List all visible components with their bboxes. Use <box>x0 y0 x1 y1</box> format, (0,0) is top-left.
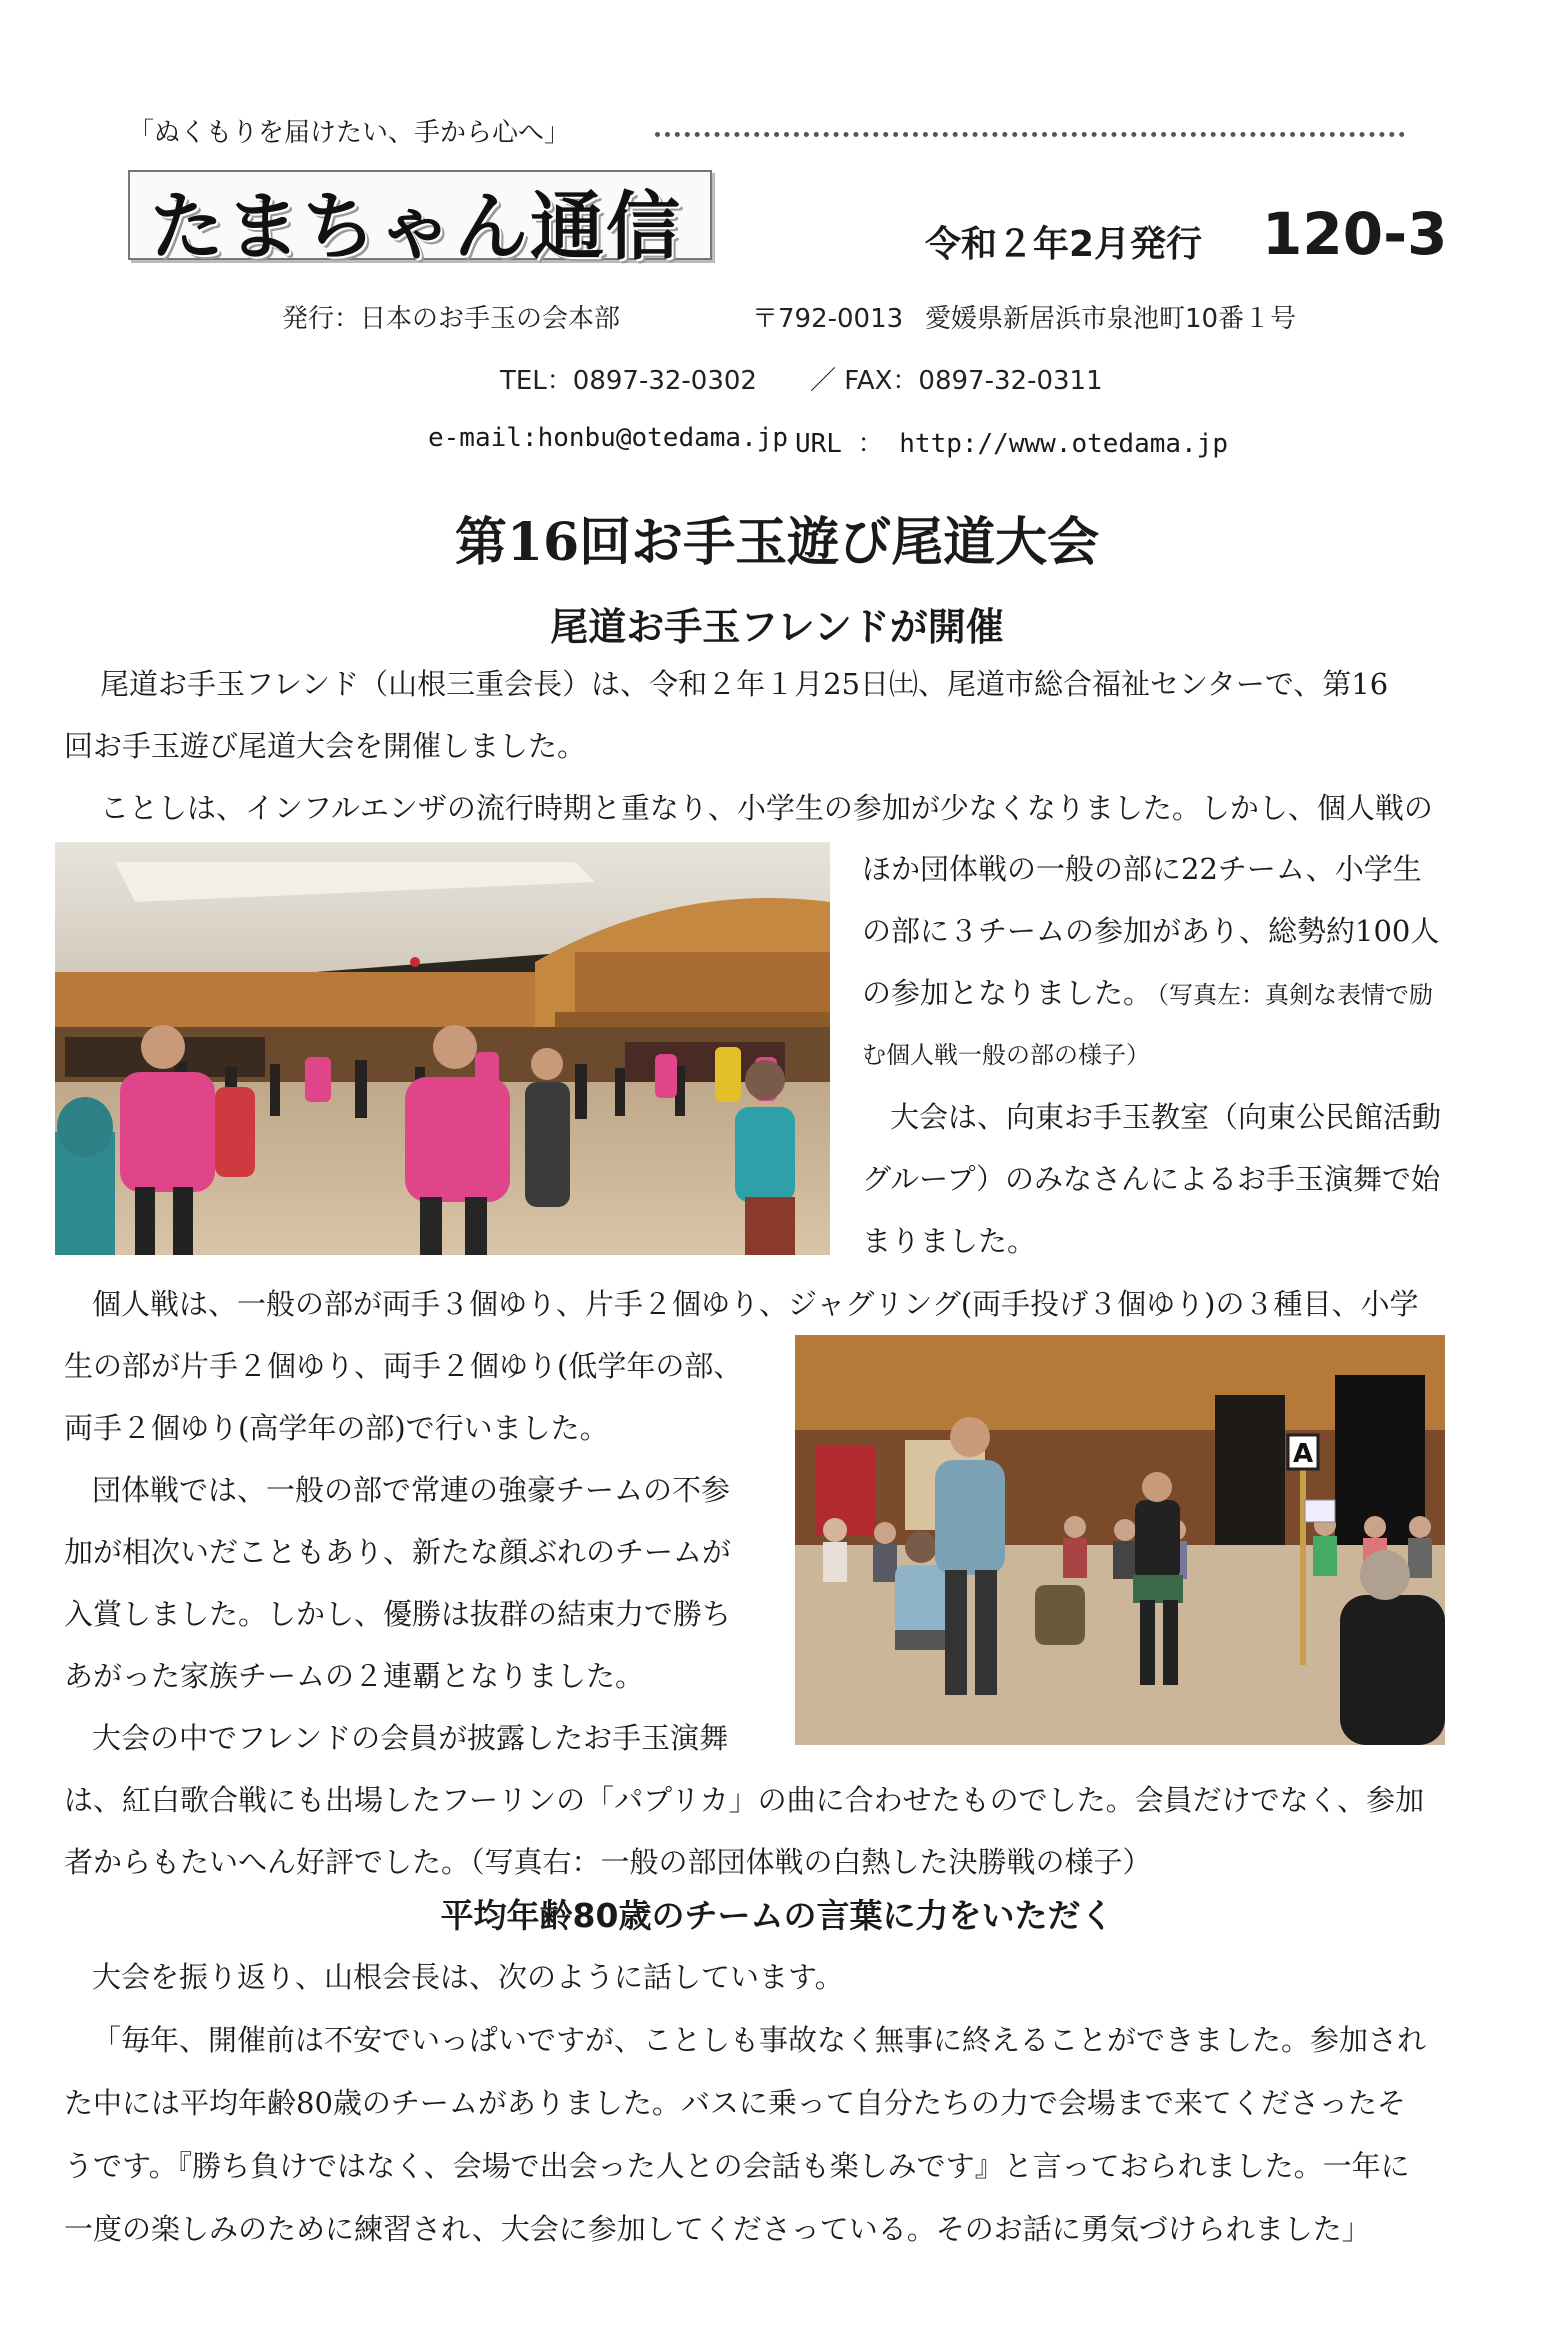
article-subtitle: 尾道お手玉フレンドが開催 <box>550 604 1004 649</box>
body-line: の部に３チームの参加があり、総勢約100人 <box>862 914 1440 948</box>
issue-date: 令和２年2月発行 <box>925 224 1203 265</box>
postal-code: 〒792-0013 <box>752 304 904 334</box>
section-heading: 平均年齢80歳のチームの言葉に力をいただく <box>440 1896 1114 1935</box>
body-line: 加が相次いだこともあり、新たな顔ぶれのチームが <box>64 1535 732 1569</box>
telephone: TEL：0897-32-0302 <box>500 366 757 396</box>
body-line: 大会は、向東お手玉教室（向東公民館活動 <box>890 1100 1442 1134</box>
newsletter-title: たまちゃん通信 <box>150 184 682 270</box>
issue-number: 120-3 <box>1262 200 1448 268</box>
dotted-rule <box>655 132 1405 137</box>
address: 愛媛県新居浜市泉池町10番１号 <box>925 304 1297 334</box>
body-line: ほか団体戦の一般の部に22チーム、小学生 <box>862 852 1422 886</box>
body-line: 「毎年、開催前は不安でいっぱいですが、ことしも事故なく無事に終えることができました。参加され <box>92 2023 1427 2057</box>
body-line: の参加となりました。 <box>862 976 1153 1010</box>
body-line: 者からもたいへん好評でした。（写真右：一般の部団体戦の白熱した決勝戦の様子） <box>64 1845 1152 1879</box>
email-address: e-mail:honbu@otedama.jp <box>428 423 789 453</box>
body-line: うです。『勝ち負けではなく、会場で出会った人との会話も楽しみです』と言っておられました。一年に <box>64 2149 1410 2183</box>
body-line: 一度の楽しみのために練習され、大会に参加してくださっている。そのお話に勇気づけられました」 <box>64 2212 1371 2246</box>
body-line: 団体戦では、一般の部で常連の強豪チームの不参 <box>92 1473 731 1507</box>
body-line: 生の部が片手２個ゆり、両手２個ゆり(低学年の部、 <box>64 1349 743 1383</box>
body-line: は、紅白歌合戦にも出場したフーリンの「パプリカ」の曲に合わせたものでした。会員だけでなく、参加 <box>64 1783 1425 1817</box>
photo-individual-competition <box>55 842 830 1255</box>
photo-caption-left-a: （写真左：真剣な表情で励 <box>1145 981 1433 1009</box>
body-line: 大会の中でフレンドの会員が披露したお手玉演舞 <box>92 1721 729 1755</box>
body-line: 個人戦は、一般の部が両手３個ゆり、片手２個ゆり、ジャグリング(両手投げ３個ゆり)の３種目、小学 <box>92 1287 1419 1321</box>
photo-caption-left-b: む個人戦一般の部の様子） <box>862 1041 1150 1069</box>
body-line: 尾道お手玉フレンド（山根三重会長）は、令和２年１月25日㈯、尾道市総合福祉センターで、第16 <box>100 667 1389 701</box>
fax: ／ FAX：0897-32-0311 <box>810 366 1103 396</box>
body-line: た中には平均年齢80歳のチームがありました。バスに乗って自分たちの力で会場まで来てくださったそ <box>64 2086 1406 2120</box>
body-line: 両手２個ゆり(高学年の部)で行いました。 <box>64 1411 609 1445</box>
body-line: 回お手玉遊び尾道大会を開催しました。 <box>64 729 587 763</box>
body-line: 大会を振り返り、山根会長は、次のように話しています。 <box>92 1960 844 1994</box>
article-title: 第16回お手玉遊び尾道大会 <box>454 512 1100 573</box>
photo-team-final <box>795 1335 1445 1745</box>
website-url: URL ： http://www.otedama.jp <box>795 429 1228 459</box>
team-sign-letter: A <box>1292 1439 1314 1469</box>
body-line: グループ）のみなさんによるお手玉演舞で始 <box>862 1162 1440 1196</box>
body-line: 入賞しました。しかし、優勝は抜群の結束力で勝ち <box>64 1597 732 1631</box>
body-line: あがった家族チームの２連覇となりました。 <box>64 1659 645 1693</box>
tagline: 「ぬくもりを届けたい、手から心へ」 <box>128 118 571 148</box>
body-line: まりました。 <box>862 1224 1037 1258</box>
publisher: 発行：日本のお手玉の会本部 <box>282 304 621 334</box>
body-line: ことしは、インフルエンザの流行時期と重なり、小学生の参加が少なくなりました。しかし、個人戦の <box>100 791 1433 825</box>
